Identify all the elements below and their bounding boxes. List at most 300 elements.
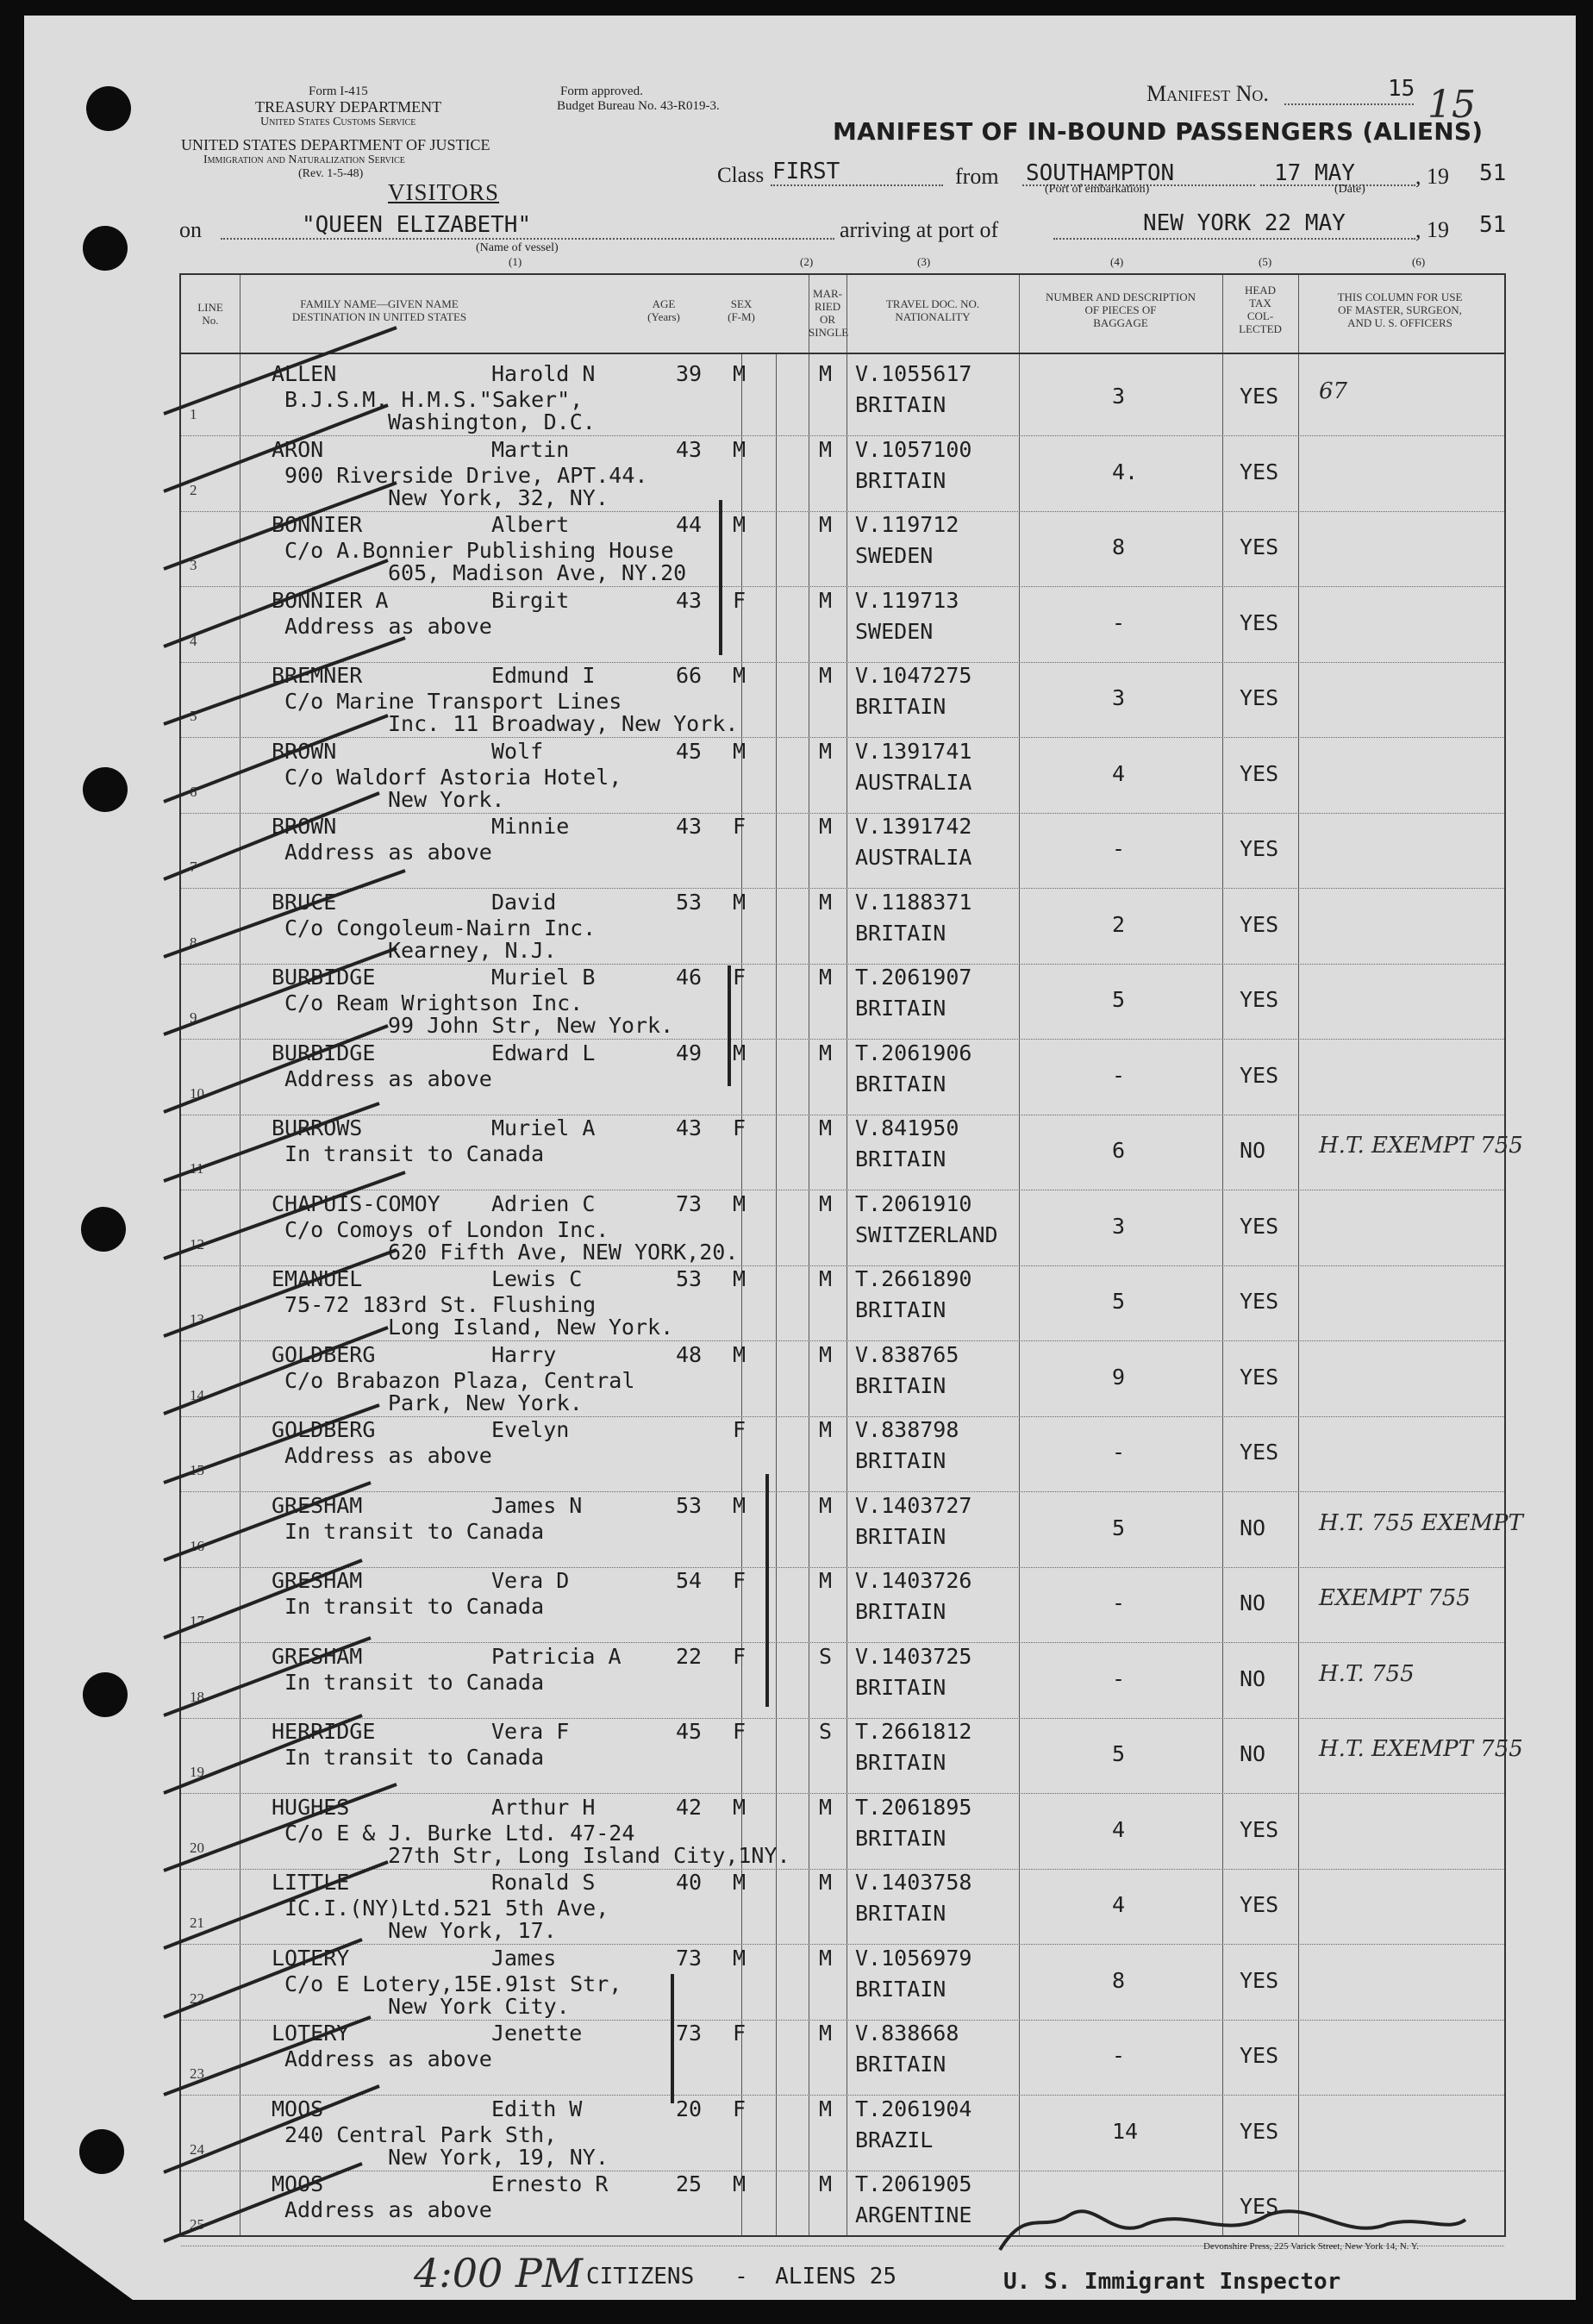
nationality: BRITAIN [855, 1071, 946, 1096]
age: 22 [676, 1643, 703, 1669]
sex: M [733, 1870, 747, 1895]
nationality: BRITAIN [855, 1297, 946, 1322]
travel-doc-number: T.2061907 [855, 965, 972, 990]
given-name: Albert [491, 512, 570, 537]
age: 43 [676, 587, 703, 613]
sex: F [733, 1643, 747, 1669]
destination-line-2: New York City. [388, 1993, 570, 2019]
line-number: 24 [190, 2140, 204, 2158]
col-header-line: LINE No. [197, 301, 223, 327]
col-header-name: FAMILY NAME—GIVEN NAME DESTINATION IN UNITED STATES [291, 297, 467, 323]
line-number: 14 [190, 1386, 204, 1403]
travel-doc-number: T.2061895 [855, 1794, 972, 1820]
marital-status: S [819, 1643, 833, 1669]
marital-status: M [819, 1040, 833, 1065]
head-tax: YES [1240, 836, 1279, 861]
head-tax: NO [1240, 1741, 1266, 1766]
destination-line-1: In transit to Canada [284, 1594, 545, 1619]
travel-doc-number: V.119712 [855, 512, 959, 537]
col-number-4: (4) [1110, 255, 1124, 268]
officer-note: 67 [1319, 378, 1348, 404]
destination-line-2: 27th Str, Long Island City,1NY. [388, 1842, 790, 1868]
marital-status: M [819, 587, 833, 613]
inspector-signature [1000, 2211, 1465, 2250]
baggage-count: - [1112, 1440, 1126, 1465]
age: 43 [676, 1115, 703, 1140]
baggage-count: 3 [1112, 685, 1126, 710]
destination-line-2: Inc. 11 Broadway, New York. [388, 711, 739, 736]
col-number-5: (5) [1259, 255, 1272, 268]
treasury-label: TREASURY DEPARTMENT [255, 98, 442, 116]
baggage-count: - [1112, 836, 1126, 861]
given-name: Vera D [491, 1568, 570, 1593]
line-number: 15 [190, 1462, 204, 1478]
destination-line-1: Address as above [284, 1443, 492, 1468]
line-number: 17 [190, 1613, 204, 1629]
marital-status: M [819, 1341, 833, 1367]
age: 73 [676, 1945, 703, 1971]
family-name: BURBIDGE [272, 965, 376, 990]
baggage-count: - [1112, 1665, 1126, 1691]
destination-line-2: 620 Fifth Ave, NEW YORK,20. [388, 1239, 739, 1265]
head-tax: YES [1240, 459, 1279, 484]
head-tax: YES [1240, 609, 1279, 635]
ins-label: Immigration and Naturalization Service [203, 153, 405, 166]
visitors-label: VISITORS [388, 179, 500, 205]
head-tax: YES [1240, 987, 1279, 1012]
age: 40 [676, 1870, 703, 1895]
sex: M [733, 1040, 747, 1065]
family-name: CHAPUIS-COMOY [272, 1190, 440, 1216]
family-name: LITTLE [272, 1870, 350, 1895]
age: 46 [676, 965, 703, 990]
from-value: SOUTHAMPTON [1026, 160, 1175, 186]
given-name: Edward L [491, 1040, 596, 1065]
age: 53 [676, 889, 703, 915]
form-number: Form I-415 [309, 84, 368, 98]
destination-line-1: Address as above [284, 2197, 492, 2222]
line-number: 13 [190, 1311, 204, 1328]
given-name: Evelyn [491, 1417, 570, 1442]
destination-line-1: Address as above [284, 840, 492, 865]
col-header-officers: THIS COLUMN FOR USE OF MASTER, SURGEON, AND U. S. OFFICERS [1337, 290, 1463, 329]
destination-line-1: 900 Riverside Drive, APT.44. [284, 462, 648, 488]
family-name: MOOS [272, 2096, 324, 2121]
date-caption: (Date) [1334, 183, 1365, 196]
sex: F [733, 2096, 747, 2121]
marital-status: M [819, 663, 833, 688]
sex: M [733, 663, 747, 688]
col-number-2: (2) [800, 255, 814, 268]
destination-line-1: In transit to Canada [284, 1669, 545, 1695]
nationality: BRITAIN [855, 1750, 946, 1775]
given-name: Birgit [491, 587, 570, 613]
age: 48 [676, 1341, 703, 1367]
age: 45 [676, 1719, 703, 1744]
nationality: BRITAIN [855, 1599, 946, 1624]
travel-doc-number: T.2661812 [855, 1719, 972, 1744]
given-name: Muriel A [491, 1115, 596, 1140]
head-tax: YES [1240, 1289, 1279, 1314]
marital-status: M [819, 1568, 833, 1593]
baggage-count: 14 [1112, 2118, 1139, 2144]
marital-status: M [819, 1190, 833, 1216]
col-header-baggage: NUMBER AND DESCRIPTION OF PIECES OF BAGGAGE [1045, 290, 1196, 329]
destination-line-2: New York, 19, NY. [388, 2144, 609, 2170]
given-name: Ernesto R [491, 2171, 609, 2196]
given-name: James N [491, 1492, 583, 1518]
travel-doc-number: V.1055617 [855, 361, 972, 386]
sex: M [733, 1266, 747, 1291]
given-name: Harry [491, 1341, 557, 1367]
nationality: SWEDEN [855, 618, 934, 644]
age: 45 [676, 738, 703, 764]
destination-line-2: 605, Madison Ave, NY.20 [388, 560, 687, 585]
sex: F [733, 2021, 747, 2046]
destination-line-1: C/o E & J. Burke Ltd. 47-24 [284, 1820, 635, 1846]
age: 66 [676, 663, 703, 688]
line-number: 22 [190, 1990, 204, 2007]
officer-note: H.T. 755 [1319, 1660, 1415, 1687]
destination-line-2: 99 John Str, New York. [388, 1013, 674, 1038]
family-name: BURROWS [272, 1115, 363, 1140]
line-number: 2 [190, 481, 197, 498]
travel-doc-number: V.841950 [855, 1115, 959, 1140]
destination-line-1: C/o A.Bonnier Publishing House [284, 538, 674, 563]
baggage-count: 4 [1112, 1892, 1126, 1917]
destination-line-1: 75-72 183rd St. Flushing [284, 1292, 597, 1317]
destination-line-1: C/o Congoleum-Nairn Inc. [284, 915, 597, 940]
age: 20 [676, 2096, 703, 2121]
nationality: BRITAIN [855, 1372, 946, 1398]
line-number: 12 [190, 1235, 204, 1253]
travel-doc-number: T.2061905 [855, 2171, 972, 2196]
given-name: Edmund I [491, 663, 596, 688]
line-number: 21 [190, 1915, 204, 1931]
baggage-count: 8 [1112, 534, 1126, 559]
family-name: LOTERY [272, 1945, 350, 1971]
age: 44 [676, 512, 703, 537]
date-value: 17 MAY [1274, 160, 1355, 186]
baggage-count: 4 [1112, 1816, 1126, 1842]
year-prefix: , 19 [1415, 164, 1449, 189]
nationality: BRITAIN [855, 1448, 946, 1473]
baggage-count: 2 [1112, 911, 1126, 937]
family-name: GOLDBERG [272, 1417, 376, 1442]
officer-note: H.T. EXEMPT 755 [1319, 1133, 1523, 1159]
sex: M [733, 1341, 747, 1367]
nationality: BRITAIN [855, 694, 946, 719]
marital-status: M [819, 2096, 833, 2121]
manifest-no-label: Manifest No. [1146, 81, 1269, 106]
destination-line-2: Washington, D.C. [388, 409, 596, 434]
marital-status: M [819, 361, 833, 386]
line-number: 1 [190, 406, 197, 422]
head-tax: NO [1240, 1138, 1266, 1163]
line-number: 9 [190, 1009, 197, 1026]
sex: F [733, 1417, 747, 1442]
head-tax: YES [1240, 2043, 1279, 2068]
destination-line-2: New York. [388, 786, 505, 812]
class-value: FIRST [772, 159, 840, 184]
nationality: BRITAIN [855, 1523, 946, 1549]
family-name: EMANUEL [272, 1266, 363, 1291]
line-number: 11 [190, 1160, 204, 1177]
family-name: GRESHAM [272, 1643, 363, 1669]
sex: M [733, 512, 747, 537]
given-name: Minnie [491, 814, 570, 839]
baggage-count: 4. [1112, 459, 1139, 484]
manifest-no-value: 15 [1388, 76, 1415, 102]
travel-doc-number: V.838798 [855, 1417, 959, 1442]
destination-line-1: Address as above [284, 2046, 492, 2071]
form-approved: Form approved. [560, 84, 643, 98]
head-tax: YES [1240, 534, 1279, 559]
marital-status: M [819, 512, 833, 537]
baggage-count: 5 [1112, 1515, 1126, 1540]
vessel-value: "QUEEN ELIZABETH" [302, 212, 532, 238]
marital-status: S [819, 1719, 833, 1744]
travel-doc-number: V.838668 [855, 2021, 959, 2046]
line-number: 16 [190, 1537, 204, 1554]
age: 54 [676, 1568, 703, 1593]
family-name: HUGHES [272, 1794, 350, 1820]
sex: M [733, 1492, 747, 1518]
head-tax: NO [1240, 1515, 1266, 1540]
destination-line-1: Address as above [284, 613, 492, 639]
col-header-travel-doc: TRAVEL DOC. NO. NATIONALITY [885, 297, 980, 323]
nationality: BRITAIN [855, 2052, 946, 2077]
given-name: Lewis C [491, 1266, 583, 1291]
travel-doc-number: V.1057100 [855, 436, 972, 462]
officer-note: H.T. 755 EXEMPT [1319, 1509, 1523, 1536]
family-name: LOTERY [272, 2021, 350, 2046]
given-name: Muriel B [491, 965, 596, 990]
destination-line-2: Park, New York. [388, 1390, 583, 1415]
destination-line-1: 240 Central Park Sth, [284, 2121, 558, 2147]
line-number: 4 [190, 632, 197, 649]
year2-value: 51 [1479, 212, 1507, 238]
marital-status: M [819, 436, 833, 462]
inspector-label: U. S. Immigrant Inspector [1003, 2269, 1341, 2295]
age: 42 [676, 1794, 703, 1820]
head-tax: YES [1240, 1816, 1279, 1842]
marital-status: M [819, 2171, 833, 2196]
travel-doc-number: V.1403758 [855, 1870, 972, 1895]
marital-status: M [819, 814, 833, 839]
travel-doc-number: T.2061906 [855, 1040, 972, 1065]
destination-line-2: Kearney, N.J. [388, 937, 557, 963]
nationality: BRITAIN [855, 1901, 946, 1926]
family-name: MOOS [272, 2171, 324, 2196]
given-name: Harold N [491, 361, 596, 386]
officer-note: H.T. EXEMPT 755 [1319, 1736, 1523, 1762]
nationality: ARGENTINE [855, 2202, 972, 2227]
travel-doc-number: V.1391742 [855, 814, 972, 839]
marital-status: M [819, 738, 833, 764]
given-name: Vera F [491, 1719, 570, 1744]
age: 43 [676, 436, 703, 462]
baggage-count: 3 [1112, 1213, 1126, 1239]
travel-doc-number: V.1047275 [855, 663, 972, 688]
family-name: BONNIER A [272, 587, 389, 613]
marital-status: M [819, 1945, 833, 1971]
summary-line: CITIZENS - ALIENS 25 [586, 2264, 897, 2290]
col-header-sex: SEX (F-M) [728, 297, 755, 323]
col-number-3: (3) [917, 255, 931, 268]
marital-status: M [819, 1417, 833, 1442]
family-name: GRESHAM [272, 1568, 363, 1593]
marital-status: M [819, 1492, 833, 1518]
travel-doc-number: V.1391741 [855, 738, 972, 764]
family-name: BRUCE [272, 889, 337, 915]
line-number: 25 [190, 2216, 204, 2233]
travel-doc-number: V.1403726 [855, 1568, 972, 1593]
baggage-count: 5 [1112, 1289, 1126, 1314]
sex: F [733, 1719, 747, 1744]
head-tax: YES [1240, 1213, 1279, 1239]
destination-line-1: C/o E Lotery,15E.91st Str, [284, 1971, 622, 1996]
given-name: James [491, 1945, 557, 1971]
destination-line-1: B.J.S.M. H.M.S."Saker", [284, 387, 584, 412]
nationality: SWEDEN [855, 543, 934, 568]
travel-doc-number: T.2061904 [855, 2096, 972, 2121]
head-tax: NO [1240, 1665, 1266, 1691]
doj-label: UNITED STATES DEPARTMENT OF JUSTICE [181, 136, 490, 153]
budget-bureau: Budget Bureau No. 43-R019-3. [557, 99, 720, 113]
baggage-count: 6 [1112, 1138, 1126, 1163]
family-name: BREMNER [272, 663, 363, 688]
line-number: 5 [190, 708, 197, 724]
head-tax: YES [1240, 1892, 1279, 1917]
nationality: BRITAIN [855, 1674, 946, 1700]
line-number: 23 [190, 2065, 204, 2082]
family-name: BURBIDGE [272, 1040, 376, 1065]
head-tax: YES [1240, 384, 1279, 409]
sex: F [733, 1568, 747, 1593]
baggage-count: - [1112, 2043, 1126, 2068]
nationality: AUSTRALIA [855, 845, 972, 870]
age: 73 [676, 2021, 703, 2046]
port-caption: (Port of embarkation) [1045, 183, 1150, 196]
line-number: 3 [190, 557, 197, 573]
head-tax: YES [1240, 1967, 1279, 1993]
age: 53 [676, 1266, 703, 1291]
age: 73 [676, 1190, 703, 1216]
head-tax: YES [1240, 760, 1279, 786]
line-number: 19 [190, 1764, 204, 1780]
baggage-count: - [1112, 609, 1126, 635]
sex: M [733, 2171, 747, 2196]
marital-status: M [819, 2021, 833, 2046]
head-tax: YES [1240, 685, 1279, 710]
sex: M [733, 436, 747, 462]
nationality: BRITAIN [855, 1146, 946, 1171]
given-name: Arthur H [491, 1794, 596, 1820]
line-number: 6 [190, 783, 197, 800]
given-name: Patricia A [491, 1643, 622, 1669]
family-name: BONNIER [272, 512, 363, 537]
age: 25 [676, 2171, 703, 2196]
baggage-count: 5 [1112, 987, 1126, 1012]
year2-prefix: , 19 [1415, 217, 1449, 242]
destination-line-1: In transit to Canada [284, 1141, 545, 1166]
col-header-married: MAR- RIED OR SINGLE [809, 287, 849, 339]
manifest-no-handwritten: 15 [1427, 83, 1476, 127]
sex: M [733, 1794, 747, 1820]
travel-doc-number: V.1188371 [855, 889, 972, 915]
family-name: GOLDBERG [272, 1341, 376, 1367]
family-name: BROWN [272, 738, 337, 764]
on-label: on [179, 217, 202, 242]
nationality: BRITAIN [855, 467, 946, 493]
baggage-count: 9 [1112, 1364, 1126, 1390]
time-note: 4:00 PM [414, 2250, 583, 2296]
travel-doc-number: V.1403727 [855, 1492, 972, 1518]
age: 53 [676, 1492, 703, 1518]
baggage-count: - [1112, 1590, 1126, 1615]
destination-line-1: C/o Waldorf Astoria Hotel, [284, 764, 622, 790]
baggage-count: 4 [1112, 760, 1126, 786]
class-label: Class [717, 164, 765, 187]
head-tax: YES [1240, 2194, 1279, 2219]
destination-line-1: C/o Ream Wrightson Inc. [284, 990, 584, 1015]
arriving-label: arriving at port of [840, 217, 999, 242]
nationality: BRITAIN [855, 920, 946, 946]
sex: M [733, 889, 747, 915]
baggage-count: - [1112, 1062, 1126, 1088]
destination-line-1: C/o Brabazon Plaza, Central [284, 1367, 635, 1393]
given-name: David [491, 889, 557, 915]
destination-line-2: New York, 32, NY. [388, 484, 609, 510]
col-header-head-tax: HEAD TAX COL- LECTED [1239, 284, 1282, 335]
marital-status: M [819, 965, 833, 990]
line-number: 10 [190, 1084, 204, 1102]
marital-status: M [819, 1794, 833, 1820]
family-name: GRESHAM [272, 1492, 363, 1518]
travel-doc-number: V.838765 [855, 1341, 959, 1367]
travel-doc-number: V.119713 [855, 587, 959, 613]
sex: M [733, 361, 747, 386]
nationality: BRITAIN [855, 1976, 946, 2002]
destination-line-1: In transit to Canada [284, 1745, 545, 1770]
head-tax: NO [1240, 1590, 1266, 1615]
head-tax: YES [1240, 911, 1279, 937]
head-tax: YES [1240, 1364, 1279, 1390]
marital-status: M [819, 1870, 833, 1895]
vessel-caption: (Name of vessel) [476, 241, 559, 254]
family-name: HERRIDGE [272, 1719, 376, 1744]
nationality: BRITAIN [855, 996, 946, 1021]
baggage-count: 3 [1112, 384, 1126, 409]
marital-status: M [819, 1115, 833, 1140]
baggage-count: 8 [1112, 1967, 1126, 1993]
col-header-age: AGE (Years) [647, 297, 680, 323]
destination-line-1: IC.I.(NY)Ltd.521 5th Ave, [284, 1896, 609, 1921]
destination-line-2: New York, 17. [388, 1918, 557, 1943]
sex: M [733, 1190, 747, 1216]
head-tax: YES [1240, 1440, 1279, 1465]
year-value: 51 [1479, 160, 1507, 186]
line-number: 20 [190, 1839, 204, 1856]
nationality: BRITAIN [855, 392, 946, 417]
nationality: SWITZERLAND [855, 1221, 998, 1247]
col-number-6: (6) [1412, 255, 1426, 268]
given-name: Martin [491, 436, 570, 462]
sex: F [733, 965, 747, 990]
given-name: Adrien C [491, 1190, 596, 1216]
nationality: BRAZIL [855, 2127, 934, 2152]
